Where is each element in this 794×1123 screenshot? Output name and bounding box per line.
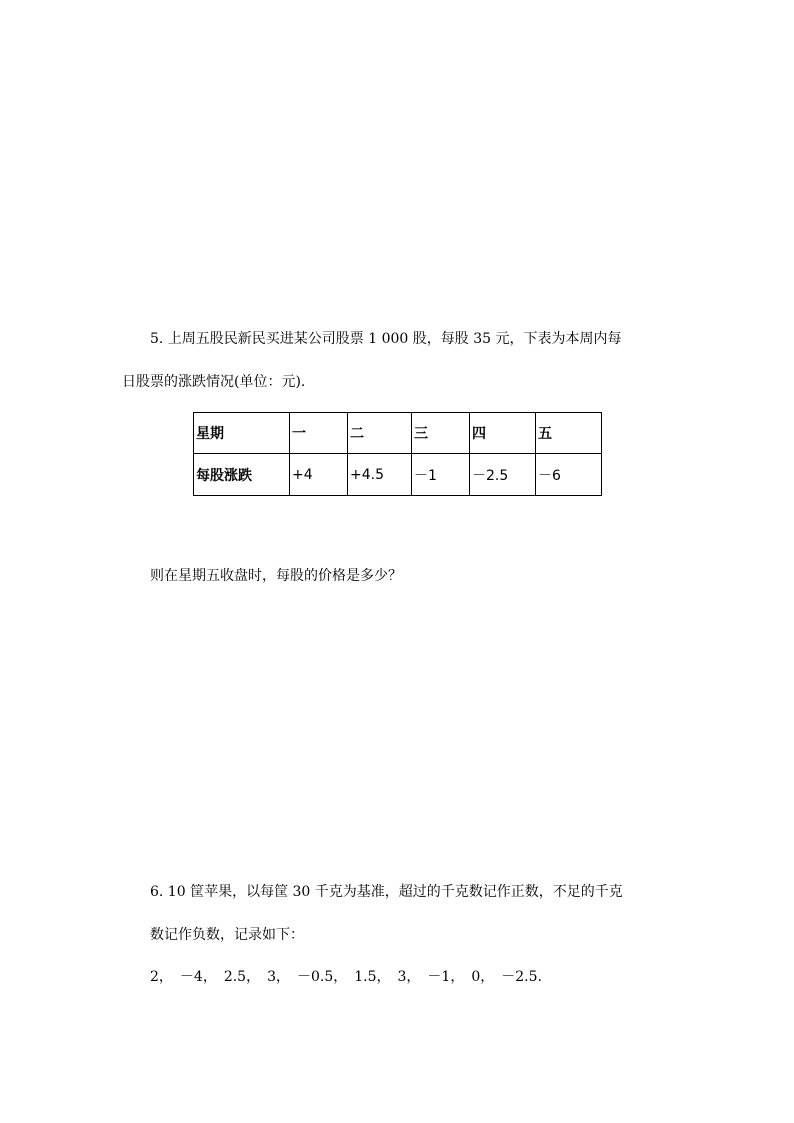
table-cell: －6	[536, 454, 602, 496]
table-cell: +4.5	[348, 454, 412, 496]
table-header-row	[194, 413, 602, 454]
table-cell: －1	[412, 454, 470, 496]
stock-change-table	[193, 412, 602, 496]
table-header-cell: 五	[536, 413, 602, 454]
table-cell: －2.5	[470, 454, 536, 496]
table-header-cell: 一	[290, 413, 348, 454]
problem-5-text-line-1: 5. 上周五股民新民买进某公司股票 1 000 股，每股 35 元，下表为本周内每	[150, 331, 622, 347]
problem-6-text-line-1: 6. 10 筐苹果，以每筐 30 千克为基准，超过的千克数记作正数，不足的千克	[150, 884, 623, 900]
table-cell: +4	[290, 454, 348, 496]
problem-6-data-list: 2， －4， 2.5， 3， －0.5， 1.5， 3， －1， 0， －2.5.	[150, 969, 542, 985]
problem-5-question: 则在星期五收盘时，每股的价格是多少？	[150, 568, 402, 584]
problem-6-text-line-2: 数记作负数，记录如下：	[150, 927, 304, 943]
table-header-cell: 星期	[194, 413, 290, 454]
table-header-cell: 四	[470, 413, 536, 454]
problem-5-text-line-2: 日股票的涨跌情况(单位：元).	[122, 374, 306, 390]
table-row	[194, 454, 602, 496]
table-header-cell: 二	[348, 413, 412, 454]
table-cell: 每股涨跌	[194, 454, 290, 496]
table-header-cell: 三	[412, 413, 470, 454]
